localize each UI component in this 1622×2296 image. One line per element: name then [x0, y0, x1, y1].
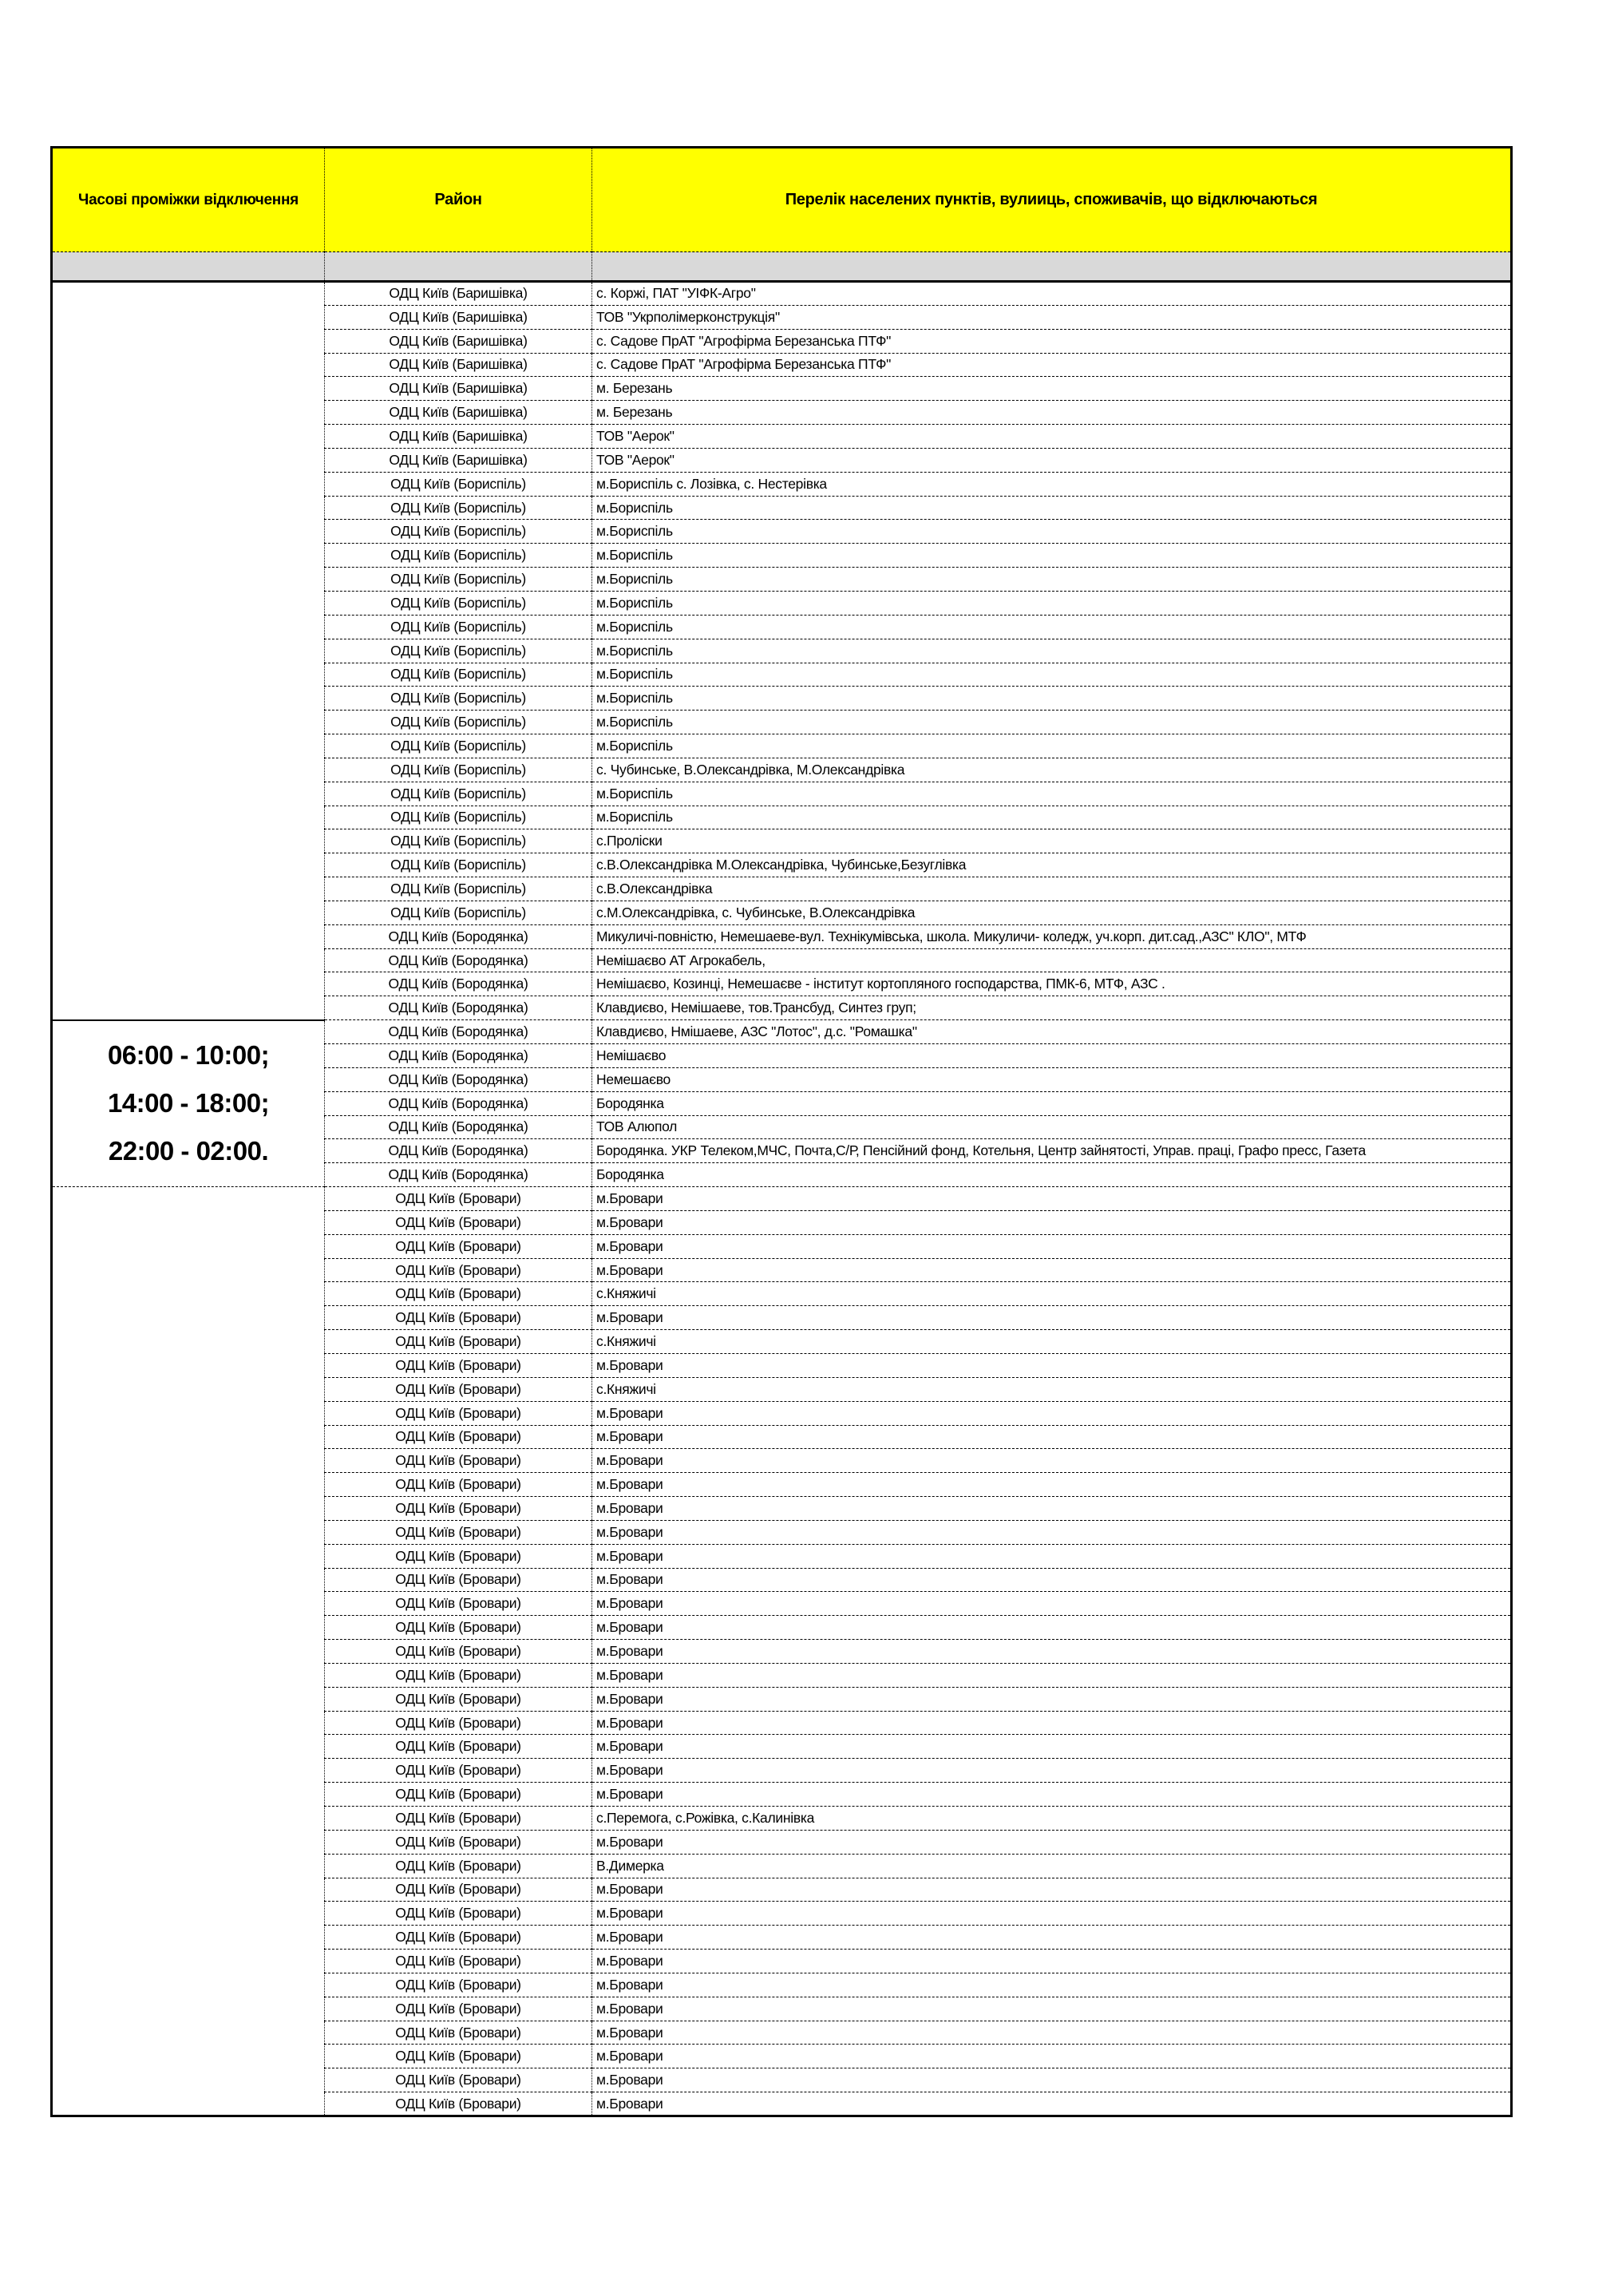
outage-schedule-table — [50, 146, 1513, 2117]
consumers-cell: м.Бориспіль — [592, 782, 1512, 806]
consumers-cell: м.Бориспіль — [592, 711, 1512, 734]
district-cell: ОДЦ Київ (Бориспіль) — [325, 496, 592, 520]
consumers-cell: м.Бровари — [592, 1950, 1512, 1973]
district-cell: ОДЦ Київ (Бориспіль) — [325, 853, 592, 877]
consumers-cell: м.Бровари — [592, 1425, 1512, 1449]
consumers-cell: м.Бровари — [592, 1568, 1512, 1592]
district-cell: ОДЦ Київ (Баришівка) — [325, 282, 592, 306]
consumers-cell: м. Березань — [592, 401, 1512, 425]
district-cell: ОДЦ Київ (Баришівка) — [325, 377, 592, 401]
district-cell: ОДЦ Київ (Баришівка) — [325, 401, 592, 425]
consumers-cell: м.Бориспіль — [592, 568, 1512, 592]
district-cell: ОДЦ Київ (Бровари) — [325, 1210, 592, 1234]
district-cell: ОДЦ Київ (Бровари) — [325, 1783, 592, 1807]
district-cell: ОДЦ Київ (Бориспіль) — [325, 901, 592, 924]
district-cell: ОДЦ Київ (Бориспіль) — [325, 544, 592, 568]
district-cell: ОДЦ Київ (Бориспіль) — [325, 520, 592, 544]
district-cell: ОДЦ Київ (Бородянка) — [325, 1020, 592, 1044]
district-cell: ОДЦ Київ (Бородянка) — [325, 1044, 592, 1068]
consumers-cell: м.Бровари — [592, 2092, 1512, 2116]
district-cell: ОДЦ Київ (Бровари) — [325, 1926, 592, 1950]
district-cell: ОДЦ Київ (Бородянка) — [325, 1163, 592, 1187]
district-cell: ОДЦ Київ (Бровари) — [325, 1234, 592, 1258]
consumers-cell: Клавдиєво, Немішаеве, тов.Трансбуд, Синтез груп; — [592, 996, 1512, 1020]
consumers-cell: м.Бровари — [592, 1973, 1512, 1997]
district-cell: ОДЦ Київ (Бровари) — [325, 1592, 592, 1616]
consumers-cell: м.Бориспіль — [592, 544, 1512, 568]
district-cell: ОДЦ Київ (Бориспіль) — [325, 782, 592, 806]
district-cell: ОДЦ Київ (Бровари) — [325, 1759, 592, 1783]
district-cell: ОДЦ Київ (Бровари) — [325, 1306, 592, 1330]
district-cell: ОДЦ Київ (Бровари) — [325, 1997, 592, 2021]
table-header-row — [52, 148, 1512, 252]
district-cell: ОДЦ Київ (Бровари) — [325, 1663, 592, 1687]
district-cell: ОДЦ Київ (Баришівка) — [325, 448, 592, 472]
district-cell: ОДЦ Київ (Бровари) — [325, 1640, 592, 1664]
consumers-cell: м.Бровари — [592, 1520, 1512, 1544]
district-cell: ОДЦ Київ (Бровари) — [325, 2021, 592, 2045]
district-cell: ОДЦ Київ (Бородянка) — [325, 948, 592, 972]
district-cell: ОДЦ Київ (Бровари) — [325, 1473, 592, 1497]
district-cell: ОДЦ Київ (Бровари) — [325, 1401, 592, 1425]
district-cell: ОДЦ Київ (Бориспіль) — [325, 615, 592, 639]
spacer-cell — [325, 252, 592, 282]
district-cell: ОДЦ Київ (Бородянка) — [325, 1067, 592, 1091]
consumers-cell: м.Бровари — [592, 2045, 1512, 2068]
header-consumers: Перелік населених пунктів, вулииць, споживачів, що відключаються — [592, 148, 1512, 252]
district-cell: ОДЦ Київ (Бровари) — [325, 2092, 592, 2116]
consumers-cell: Немішаєво — [592, 1044, 1512, 1068]
district-cell: ОДЦ Київ (Бородянка) — [325, 1115, 592, 1139]
header-district: Район — [325, 148, 592, 252]
consumers-cell: м.Бориспіль — [592, 639, 1512, 663]
consumers-cell: м.Бровари — [592, 1473, 1512, 1497]
district-cell: ОДЦ Київ (Бровари) — [325, 1973, 592, 1997]
consumers-cell: Немішаєво, Козинці, Немешаєве - інститут кортопляного господарства, ПМК-6, МТФ, АЗС . — [592, 972, 1512, 996]
district-cell: ОДЦ Київ (Бориспіль) — [325, 472, 592, 496]
consumers-cell: м.Бровари — [592, 1687, 1512, 1711]
time-column-empty-top — [52, 282, 325, 1020]
district-cell: ОДЦ Київ (Бородянка) — [325, 924, 592, 948]
district-cell: ОДЦ Київ (Бородянка) — [325, 1091, 592, 1115]
time-interval-line: 22:00 - 02:00. — [108, 1136, 269, 1166]
consumers-cell: м.Бровари — [592, 1258, 1512, 1282]
district-cell: ОДЦ Київ (Бориспіль) — [325, 877, 592, 901]
district-cell: ОДЦ Київ (Бориспіль) — [325, 806, 592, 829]
consumers-cell: м.Бориспіль — [592, 806, 1512, 829]
consumers-cell: м.Бровари — [592, 1711, 1512, 1735]
district-cell: ОДЦ Київ (Бровари) — [325, 1258, 592, 1282]
district-cell: ОДЦ Київ (Бориспіль) — [325, 568, 592, 592]
district-cell: ОДЦ Київ (Баришівка) — [325, 425, 592, 449]
consumers-cell: м.Бровари — [592, 1783, 1512, 1807]
consumers-cell: Бородянка — [592, 1163, 1512, 1187]
consumers-cell: м. Березань — [592, 377, 1512, 401]
district-cell: ОДЦ Київ (Бровари) — [325, 1520, 592, 1544]
consumers-cell: м.Бровари — [592, 1306, 1512, 1330]
consumers-cell: м.Бровари — [592, 1902, 1512, 1926]
consumers-cell: м.Бровари — [592, 1449, 1512, 1473]
consumers-cell: с. Чубинське, В.Олександрівка, М.Олександрівка — [592, 758, 1512, 782]
consumers-cell: м.Бориспіль — [592, 734, 1512, 758]
consumers-cell: м.Бровари — [592, 1544, 1512, 1568]
consumers-cell: с.В.Олександрівка М.Олександрівка, Чубинське,Безуглівка — [592, 853, 1512, 877]
spacer-cell — [52, 252, 325, 282]
consumers-cell: ТОВ "Аерок" — [592, 448, 1512, 472]
district-cell: ОДЦ Київ (Бориспіль) — [325, 829, 592, 853]
district-cell: ОДЦ Київ (Бориспіль) — [325, 663, 592, 687]
district-cell: ОДЦ Київ (Бородянка) — [325, 1139, 592, 1163]
spacer-cell — [592, 252, 1512, 282]
consumers-cell: м.Бровари — [592, 1759, 1512, 1783]
consumers-cell: м.Бровари — [592, 1997, 1512, 2021]
district-cell: ОДЦ Київ (Бровари) — [325, 1616, 592, 1640]
consumers-cell: м.Бровари — [592, 1616, 1512, 1640]
district-cell: ОДЦ Київ (Бровари) — [325, 1282, 592, 1306]
district-cell: ОДЦ Київ (Бровари) — [325, 1902, 592, 1926]
consumers-cell: м.Бровари — [592, 2021, 1512, 2045]
district-cell: ОДЦ Київ (Бориспіль) — [325, 734, 592, 758]
district-cell: ОДЦ Київ (Бровари) — [325, 2068, 592, 2092]
consumers-cell: Бородянка — [592, 1091, 1512, 1115]
header-time-intervals: Часові проміжки відключення — [52, 148, 325, 252]
consumers-cell: с.Княжичі — [592, 1377, 1512, 1401]
district-cell: ОДЦ Київ (Бровари) — [325, 1377, 592, 1401]
consumers-cell: м.Бориспіль — [592, 663, 1512, 687]
consumers-cell: м.Бровари — [592, 1640, 1512, 1664]
consumers-cell: с.М.Олександрівка, с. Чубинське, В.Олександрівка — [592, 901, 1512, 924]
district-cell: ОДЦ Київ (Бородянка) — [325, 996, 592, 1020]
district-cell: ОДЦ Київ (Бориспіль) — [325, 591, 592, 615]
district-cell: ОДЦ Київ (Бровари) — [325, 1425, 592, 1449]
consumers-cell: с. Садове ПрАТ "Агрофірма Березанська ПТФ" — [592, 353, 1512, 377]
consumers-cell: с.В.Олександрівка — [592, 877, 1512, 901]
district-cell: ОДЦ Київ (Бровари) — [325, 1878, 592, 1902]
consumers-cell: м.Бориспіль — [592, 591, 1512, 615]
district-cell: ОДЦ Київ (Бровари) — [325, 1854, 592, 1878]
district-cell: ОДЦ Київ (Бровари) — [325, 1353, 592, 1377]
consumers-cell: м.Бровари — [592, 1401, 1512, 1425]
consumers-cell: Немішаєво АТ Агрокабель, — [592, 948, 1512, 972]
consumers-cell: м.Бровари — [592, 1497, 1512, 1521]
district-cell: ОДЦ Київ (Бровари) — [325, 1568, 592, 1592]
outage-table-body — [52, 282, 1512, 2116]
district-cell: ОДЦ Київ (Бровари) — [325, 1711, 592, 1735]
consumers-cell: с. Коржі, ПАТ "УІФК-Агро" — [592, 282, 1512, 306]
district-cell: ОДЦ Київ (Бровари) — [325, 1330, 592, 1354]
table-row — [52, 1020, 1512, 1044]
consumers-cell: м.Бровари — [592, 1210, 1512, 1234]
time-intervals-cell — [52, 1020, 325, 1187]
district-cell: ОДЦ Київ (Баришівка) — [325, 305, 592, 329]
consumers-cell: м.Бориспіль с. Лозівка, с. Нестерівка — [592, 472, 1512, 496]
consumers-cell: м.Бориспіль — [592, 520, 1512, 544]
consumers-cell: ТОВ "Укрполімерконструкція" — [592, 305, 1512, 329]
district-cell: ОДЦ Київ (Бориспіль) — [325, 711, 592, 734]
district-cell: ОДЦ Київ (Бровари) — [325, 1497, 592, 1521]
consumers-cell: ТОВ "Аерок" — [592, 425, 1512, 449]
district-cell: ОДЦ Київ (Бровари) — [325, 1544, 592, 1568]
consumers-cell: м.Бровари — [592, 1187, 1512, 1211]
time-interval-line: 14:00 - 18:00; — [107, 1088, 270, 1118]
consumers-cell: В.Димерка — [592, 1854, 1512, 1878]
district-cell: ОДЦ Київ (Бровари) — [325, 1687, 592, 1711]
consumers-cell: м.Бровари — [592, 1735, 1512, 1759]
consumers-cell: Бородянка. УКР Телеком,МЧС, Почта,С/Р, Пенсійний фонд, Котельня, Центр зайнятості, Управ. праці, Графо пресс, Газета — [592, 1139, 1512, 1163]
consumers-cell: м.Бориспіль — [592, 615, 1512, 639]
consumers-cell: с. Садове ПрАТ "Агрофірма Березанська ПТФ" — [592, 329, 1512, 353]
district-cell: ОДЦ Київ (Бориспіль) — [325, 639, 592, 663]
district-cell: ОДЦ Київ (Бровари) — [325, 1187, 592, 1211]
consumers-cell: Клавдиєво, Нмішаеве, АЗС "Лотос", д.с. "Ромашка" — [592, 1020, 1512, 1044]
consumers-cell: м.Бровари — [592, 1830, 1512, 1854]
district-cell: ОДЦ Київ (Бровари) — [325, 1950, 592, 1973]
time-interval-line: 06:00 - 10:00; — [107, 1040, 270, 1071]
spacer-row — [52, 252, 1512, 282]
consumers-cell: ТОВ Алюпол — [592, 1115, 1512, 1139]
district-cell: ОДЦ Київ (Бровари) — [325, 2045, 592, 2068]
consumers-cell: м.Бориспіль — [592, 687, 1512, 711]
district-cell: ОДЦ Київ (Бровари) — [325, 1449, 592, 1473]
district-cell: ОДЦ Київ (Баришівка) — [325, 329, 592, 353]
district-cell: ОДЦ Київ (Бориспіль) — [325, 758, 592, 782]
consumers-cell: Микуличі-повністю, Немешаеве-вул. Технікумівська, школа. Микуличи- коледж, уч.корп. дит.сад.,АЗС" КЛО", МТФ — [592, 924, 1512, 948]
consumers-cell: м.Бровари — [592, 1663, 1512, 1687]
table-row — [52, 282, 1512, 306]
consumers-cell: м.Бровари — [592, 1926, 1512, 1950]
district-cell: ОДЦ Київ (Бровари) — [325, 1807, 592, 1831]
district-cell: ОДЦ Київ (Баришівка) — [325, 353, 592, 377]
consumers-cell: м.Бровари — [592, 1878, 1512, 1902]
district-cell: ОДЦ Київ (Бровари) — [325, 1830, 592, 1854]
consumers-cell: м.Бровари — [592, 1592, 1512, 1616]
district-cell: ОДЦ Київ (Бровари) — [325, 1735, 592, 1759]
table-row — [52, 1187, 1512, 1211]
consumers-cell: м.Бровари — [592, 1353, 1512, 1377]
time-column-empty-bottom — [52, 1187, 325, 2116]
district-cell: ОДЦ Київ (Бородянка) — [325, 972, 592, 996]
district-cell: ОДЦ Київ (Бориспіль) — [325, 687, 592, 711]
consumers-cell: м.Бровари — [592, 1234, 1512, 1258]
consumers-cell: с.Перемога, с.Рожівка, с.Калинівка — [592, 1807, 1512, 1831]
consumers-cell: м.Бровари — [592, 2068, 1512, 2092]
consumers-cell: с.Проліски — [592, 829, 1512, 853]
consumers-cell: Немешаєво — [592, 1067, 1512, 1091]
consumers-cell: м.Бориспіль — [592, 496, 1512, 520]
consumers-cell: с.Княжичі — [592, 1330, 1512, 1354]
consumers-cell: с.Княжичі — [592, 1282, 1512, 1306]
